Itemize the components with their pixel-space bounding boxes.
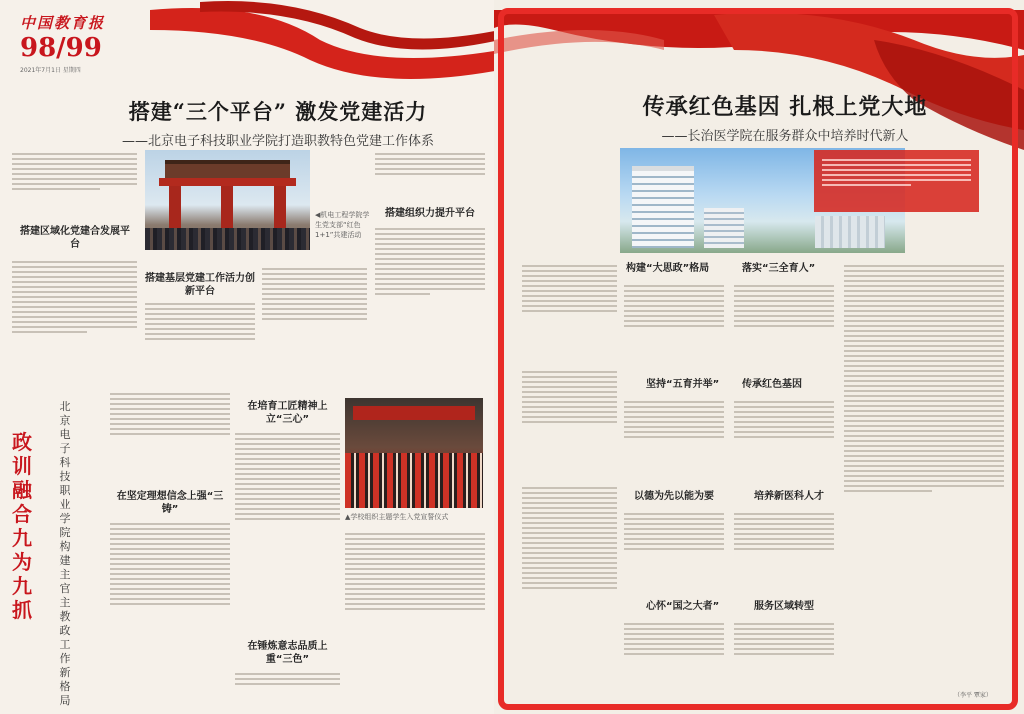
campus-gate-photo (145, 150, 310, 250)
page-number: 98/99 (20, 33, 102, 63)
section-heading: 心怀“国之大者” (646, 601, 720, 612)
section-heading: 传承红色基因 (742, 379, 802, 390)
section-heading: 构建“大思政”格局 (626, 263, 710, 274)
paper-name: 中国教育报 (20, 14, 106, 32)
photo-caption: ◀机电工程学院学生党支部“红色1+1”共建活动 (315, 211, 370, 239)
article-text-column (110, 520, 230, 700)
section-heading: 坚持“五育并举” (646, 379, 720, 390)
section-heading: 以德为先以能为要 (634, 491, 714, 502)
publication-date: 2021年7月1日 星期四 (20, 67, 81, 74)
byline: （李平 覃家） (954, 692, 992, 699)
section-heading: 服务区域转型 (754, 601, 814, 612)
vertical-dark-title (58, 400, 82, 708)
photo-caption: ▲学校组织主题学生入党宣誓仪式 (345, 513, 449, 521)
article-text-column (235, 430, 340, 620)
vertical-red-title (10, 430, 60, 660)
article-text-column (375, 150, 485, 205)
article-text-column (12, 258, 137, 398)
section-heading: 搭建组织力提升平台 (385, 208, 475, 219)
article-text-column (110, 390, 230, 485)
vertical-dark-text: 北京电子科技职业学院构建主官主教政工作新格局 (59, 400, 71, 707)
left-page (0, 0, 494, 714)
vertical-red-text: 政训融合 九为九抓 (12, 430, 32, 622)
selection-highlight-frame (498, 8, 1018, 710)
section-heading: 在坚定理想信念上强“三铸” (116, 491, 224, 515)
right-subtitle: ——长治医学院在服务群众中培养时代新人 (661, 129, 909, 144)
left-subtitle: ——北京电子科技职业学院打造职教特色党建工作体系 (121, 134, 434, 149)
ceremony-photo (345, 398, 483, 508)
right-headline: 传承红色基因 扎根上党大地 (642, 94, 928, 120)
article-text-column (12, 150, 137, 220)
section-heading: 搭建基层党建工作活力创新平台 (145, 273, 255, 297)
left-headline-block (88, 96, 468, 149)
masthead (20, 12, 105, 74)
section-heading: 培养新医科人才 (754, 491, 824, 502)
section-heading: 落实“三全育人” (742, 263, 816, 274)
red-ribbon-decoration (140, 0, 494, 92)
article-text-column (145, 300, 255, 380)
article-text-column (345, 530, 485, 700)
left-headline: 搭建“三个平台” 激发党建活力 (128, 99, 428, 124)
article-text-column (262, 265, 367, 380)
section-heading: 在培育工匠精神上立“三心” (247, 401, 328, 425)
section-heading: 搭建区域化党建合发展平台 (20, 226, 130, 250)
article-text-column (235, 670, 340, 705)
article-text-column (375, 225, 485, 375)
section-heading: 在锤炼意志品质上重“三色” (247, 641, 328, 665)
